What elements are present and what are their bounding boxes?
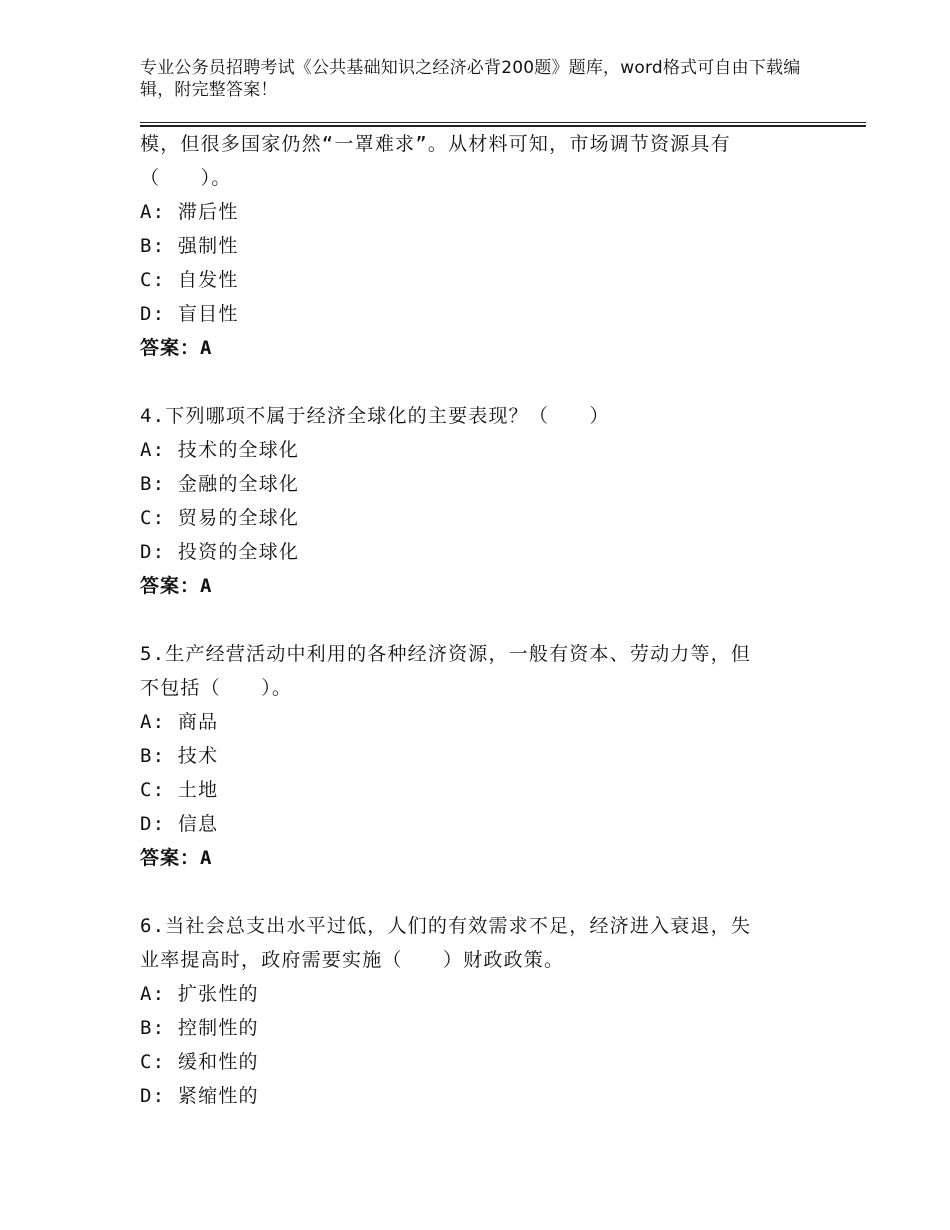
- question-block: [140, 909, 830, 1113]
- option-letter: B:: [140, 473, 166, 495]
- option-text: 控制性的: [177, 1017, 259, 1039]
- answer-option: [140, 807, 830, 841]
- question-stem-line: 不包括（ ）。: [140, 677, 293, 699]
- question-stem-line: 业率提高时，政府需要实施（ ）财政政策。: [140, 949, 565, 971]
- option-text: 信息: [177, 813, 219, 835]
- option-letter: C:: [140, 269, 166, 291]
- answer-option: [140, 535, 830, 569]
- option-text: 技术的全球化: [177, 439, 300, 461]
- option-text: 紧缩性的: [177, 1085, 259, 1107]
- option-text: 金融的全球化: [177, 473, 300, 495]
- option-text: 自发性: [177, 269, 239, 291]
- answer-option: [140, 229, 830, 263]
- document-header: 专业公务员招聘考试《公共基础知识之经济必背200题》题库，word格式可自由下载编辑，附完整答案！: [140, 58, 801, 100]
- option-letter: A:: [140, 201, 166, 223]
- answer-option: [140, 1011, 830, 1045]
- question-block: [140, 637, 830, 875]
- answer-value: A: [200, 847, 213, 869]
- question-stem-line: 5.生产经营活动中利用的各种经济资源，一般有资本、劳动力等，但: [140, 643, 752, 665]
- option-letter: A:: [140, 439, 166, 461]
- answer-option: [140, 773, 830, 807]
- option-letter: B:: [140, 1017, 166, 1039]
- option-letter: D:: [140, 813, 166, 835]
- option-text: 缓和性的: [177, 1051, 259, 1073]
- question-list: [140, 127, 830, 1113]
- answer-key: [140, 569, 830, 603]
- answer-value: A: [200, 337, 213, 359]
- option-text: 盲目性: [177, 303, 239, 325]
- option-text: 土地: [177, 779, 219, 801]
- option-letter: C:: [140, 779, 166, 801]
- question-spacer: [140, 365, 830, 399]
- answer-label: 答案：: [140, 337, 201, 359]
- option-letter: D:: [140, 303, 166, 325]
- question-block: [140, 399, 830, 603]
- question-stem-line: （ ）。: [140, 167, 232, 189]
- option-text: 技术: [177, 745, 219, 767]
- question-spacer: [140, 603, 830, 637]
- answer-option: [140, 195, 830, 229]
- option-letter: A:: [140, 983, 166, 1005]
- answer-option: [140, 977, 830, 1011]
- option-letter: D:: [140, 541, 166, 563]
- option-letter: B:: [140, 235, 166, 257]
- answer-key: [140, 841, 830, 875]
- answer-label: 答案：: [140, 847, 201, 869]
- question-stem-line: 6.当社会总支出水平过低，人们的有效需求不足，经济进入衰退，失: [140, 915, 752, 937]
- header-rule-thin: [140, 122, 866, 123]
- option-text: 投资的全球化: [177, 541, 300, 563]
- answer-option: [140, 1045, 830, 1079]
- question-spacer: [140, 875, 830, 909]
- question-stem-line: 4.下列哪项不属于经济全球化的主要表现？（ ）: [140, 405, 610, 427]
- option-text: 商品: [177, 711, 219, 733]
- answer-option: [140, 739, 830, 773]
- answer-option: [140, 433, 830, 467]
- option-letter: B:: [140, 745, 166, 767]
- answer-label: 答案：: [140, 575, 201, 597]
- question-stem-line: 模，但很多国家仍然“一罩难求”。从材料可知，市场调节资源具有: [140, 133, 731, 155]
- option-text: 强制性: [177, 235, 239, 257]
- answer-option: [140, 1079, 830, 1113]
- answer-option: [140, 263, 830, 297]
- option-text: 贸易的全球化: [177, 507, 300, 529]
- option-letter: C:: [140, 507, 166, 529]
- answer-option: [140, 705, 830, 739]
- answer-value: A: [200, 575, 213, 597]
- option-letter: D:: [140, 1085, 166, 1107]
- answer-option: [140, 297, 830, 331]
- option-letter: A:: [140, 711, 166, 733]
- question-block: [140, 127, 830, 365]
- answer-option: [140, 501, 830, 535]
- option-letter: C:: [140, 1051, 166, 1073]
- answer-key: [140, 331, 830, 365]
- option-text: 扩张性的: [177, 983, 259, 1005]
- option-text: 滞后性: [177, 201, 239, 223]
- answer-option: [140, 467, 830, 501]
